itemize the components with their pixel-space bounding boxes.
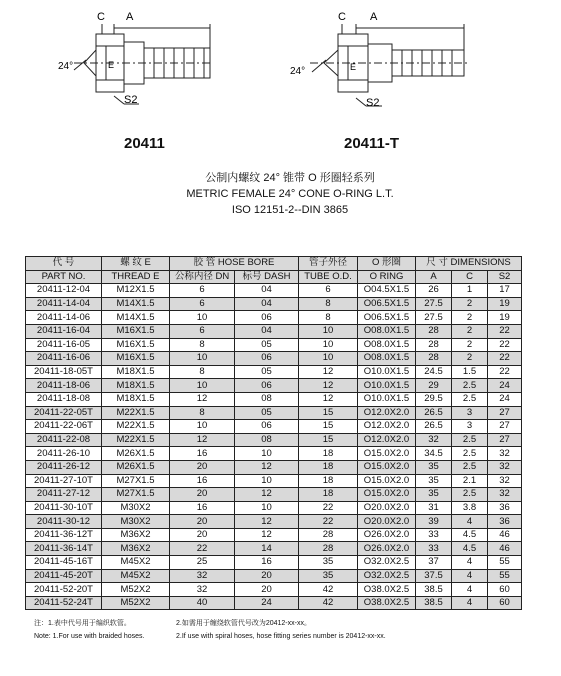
fitting-drawing-20411 bbox=[44, 0, 214, 128]
cell-dim-a: 28 bbox=[416, 338, 452, 352]
cell-tube-od: 10 bbox=[299, 352, 358, 366]
cell-dn: 32 bbox=[170, 583, 235, 597]
cell-o-ring: O15.0X2.0 bbox=[358, 488, 416, 502]
cell-thread: M36X2 bbox=[102, 528, 170, 542]
cell-part-no: 20411-27-10T bbox=[26, 474, 102, 488]
cell-dn: 20 bbox=[170, 515, 235, 529]
cell-dim-c: 2 bbox=[452, 297, 488, 311]
table-row bbox=[26, 447, 522, 461]
cell-o-ring: O12.0X2.0 bbox=[358, 420, 416, 434]
cell-o-ring: O20.0X2.0 bbox=[358, 515, 416, 529]
cell-dn: 12 bbox=[170, 433, 235, 447]
cell-dim-a: 38.5 bbox=[416, 596, 452, 610]
table-row bbox=[26, 596, 522, 610]
cell-dim-s2: 22 bbox=[488, 338, 522, 352]
cell-dim-c: 2.1 bbox=[452, 474, 488, 488]
cell-dim-a: 26 bbox=[416, 284, 452, 298]
cell-thread: M52X2 bbox=[102, 596, 170, 610]
cell-dash: 10 bbox=[235, 447, 299, 461]
table-row bbox=[26, 324, 522, 338]
cell-dash: 10 bbox=[235, 501, 299, 515]
table-row bbox=[26, 433, 522, 447]
header-row-2 bbox=[26, 270, 522, 284]
header-row-1 bbox=[26, 257, 522, 271]
col-header-s2: S2 bbox=[488, 270, 522, 284]
cell-tube-od: 15 bbox=[299, 420, 358, 434]
cell-part-no: 20411-45-16T bbox=[26, 556, 102, 570]
label-e: E bbox=[108, 60, 115, 70]
col-header-o-ring: O RING bbox=[358, 270, 416, 284]
cell-dim-a: 24.5 bbox=[416, 365, 452, 379]
cell-tube-od: 15 bbox=[299, 433, 358, 447]
cell-dn: 40 bbox=[170, 596, 235, 610]
cell-part-no: 20411-22-05T bbox=[26, 406, 102, 420]
cell-thread: M14X1.5 bbox=[102, 311, 170, 325]
cell-dim-s2: 19 bbox=[488, 311, 522, 325]
cell-dash: 05 bbox=[235, 365, 299, 379]
note-cn-1: 注：1.表中代号用于编织软管。 bbox=[34, 620, 131, 627]
cell-thread: M22X1.5 bbox=[102, 420, 170, 434]
label-angle: 24° bbox=[58, 61, 74, 72]
cell-dn: 16 bbox=[170, 474, 235, 488]
cell-o-ring: O38.0X2.5 bbox=[358, 583, 416, 597]
cell-dim-c: 2.5 bbox=[452, 447, 488, 461]
cell-tube-od: 6 bbox=[299, 284, 358, 298]
cell-tube-od: 18 bbox=[299, 474, 358, 488]
col-header-dn: 公称内径 DN bbox=[170, 270, 235, 284]
cell-dn: 6 bbox=[170, 324, 235, 338]
col-header-thread-cn: 螺 纹 E bbox=[102, 257, 170, 271]
cell-dn: 6 bbox=[170, 284, 235, 298]
note-en-1: Note: 1.For use with braided hoses. bbox=[34, 633, 145, 640]
cell-dn: 10 bbox=[170, 420, 235, 434]
col-header-dash: 标号 DASH bbox=[235, 270, 299, 284]
cell-dim-c: 2.5 bbox=[452, 392, 488, 406]
label-angle: 24° bbox=[290, 66, 306, 77]
cell-tube-od: 10 bbox=[299, 338, 358, 352]
cell-dim-s2: 55 bbox=[488, 569, 522, 583]
cell-o-ring: O12.0X2.0 bbox=[358, 406, 416, 420]
cell-dim-a: 32 bbox=[416, 433, 452, 447]
cell-o-ring: O26.0X2.0 bbox=[358, 528, 416, 542]
cell-tube-od: 12 bbox=[299, 365, 358, 379]
cell-part-no: 20411-22-08 bbox=[26, 433, 102, 447]
cell-dash: 14 bbox=[235, 542, 299, 556]
cell-tube-od: 22 bbox=[299, 515, 358, 529]
cell-dim-a: 26.5 bbox=[416, 420, 452, 434]
cell-dim-s2: 27 bbox=[488, 420, 522, 434]
cell-thread: M27X1.5 bbox=[102, 474, 170, 488]
cell-dim-a: 28 bbox=[416, 352, 452, 366]
cell-dim-s2: 24 bbox=[488, 379, 522, 393]
cell-tube-od: 18 bbox=[299, 460, 358, 474]
table-row bbox=[26, 338, 522, 352]
col-header-tube-od: TUBE O.D. bbox=[299, 270, 358, 284]
cell-part-no: 20411-52-24T bbox=[26, 596, 102, 610]
cell-dn: 22 bbox=[170, 542, 235, 556]
cell-o-ring: O10.0X1.5 bbox=[358, 365, 416, 379]
cell-thread: M16X1.5 bbox=[102, 352, 170, 366]
cell-dim-c: 3 bbox=[452, 420, 488, 434]
table-row bbox=[26, 569, 522, 583]
cell-part-no: 20411-27-12 bbox=[26, 488, 102, 502]
col-header-o-ring-cn: O 形圈 bbox=[358, 257, 416, 271]
cell-dim-a: 35 bbox=[416, 460, 452, 474]
cell-dim-s2: 60 bbox=[488, 596, 522, 610]
cell-dim-a: 38.5 bbox=[416, 583, 452, 597]
cell-tube-od: 18 bbox=[299, 447, 358, 461]
cell-dn: 8 bbox=[170, 365, 235, 379]
cell-dim-s2: 46 bbox=[488, 528, 522, 542]
cell-thread: M30X2 bbox=[102, 515, 170, 529]
cell-o-ring: O04.5X1.5 bbox=[358, 284, 416, 298]
label-a: A bbox=[126, 11, 134, 23]
cell-tube-od: 10 bbox=[299, 324, 358, 338]
cell-part-no: 20411-18-06 bbox=[26, 379, 102, 393]
cell-dim-c: 4.5 bbox=[452, 528, 488, 542]
label-c: C bbox=[97, 11, 105, 23]
cell-dash: 20 bbox=[235, 583, 299, 597]
cell-tube-od: 18 bbox=[299, 488, 358, 502]
table-row bbox=[26, 420, 522, 434]
cell-dash: 05 bbox=[235, 338, 299, 352]
cell-part-no: 20411-26-10 bbox=[26, 447, 102, 461]
cell-dash: 16 bbox=[235, 556, 299, 570]
series-standard: ISO 12151-2--DIN 3865 bbox=[231, 204, 349, 216]
cell-dash: 05 bbox=[235, 406, 299, 420]
table-row bbox=[26, 406, 522, 420]
cell-thread: M18X1.5 bbox=[102, 365, 170, 379]
cell-dim-c: 4.5 bbox=[452, 542, 488, 556]
cell-dash: 12 bbox=[235, 528, 299, 542]
cell-o-ring: O26.0X2.0 bbox=[358, 542, 416, 556]
cell-dim-s2: 19 bbox=[488, 297, 522, 311]
cell-dim-c: 2 bbox=[452, 338, 488, 352]
cell-part-no: 20411-36-12T bbox=[26, 528, 102, 542]
cell-o-ring: O08.0X1.5 bbox=[358, 324, 416, 338]
col-header-tube-od-cn: 管子外径 bbox=[299, 257, 358, 271]
cell-dim-s2: 24 bbox=[488, 392, 522, 406]
col-header-hose-bore: 胶 管 HOSE BORE bbox=[170, 257, 299, 271]
cell-dn: 20 bbox=[170, 488, 235, 502]
cell-dim-s2: 32 bbox=[488, 460, 522, 474]
cell-o-ring: O32.0X2.5 bbox=[358, 556, 416, 570]
cell-dn: 10 bbox=[170, 352, 235, 366]
cell-tube-od: 42 bbox=[299, 596, 358, 610]
cell-o-ring: O06.5X1.5 bbox=[358, 311, 416, 325]
cell-dim-a: 29 bbox=[416, 379, 452, 393]
cell-dim-c: 4 bbox=[452, 556, 488, 570]
fitting-drawing-20411-t bbox=[280, 0, 480, 128]
cell-thread: M22X1.5 bbox=[102, 433, 170, 447]
cell-dim-s2: 22 bbox=[488, 365, 522, 379]
cell-dim-s2: 22 bbox=[488, 352, 522, 366]
cell-dn: 32 bbox=[170, 569, 235, 583]
cell-tube-od: 22 bbox=[299, 501, 358, 515]
cell-o-ring: O08.0X1.5 bbox=[358, 338, 416, 352]
cell-tube-od: 12 bbox=[299, 392, 358, 406]
series-title-en: METRIC FEMALE 24° CONE O-RING L.T. bbox=[186, 188, 394, 200]
col-header-a: A bbox=[416, 270, 452, 284]
cell-dash: 04 bbox=[235, 324, 299, 338]
table-row bbox=[26, 365, 522, 379]
table-row bbox=[26, 528, 522, 542]
cell-thread: M12X1.5 bbox=[102, 284, 170, 298]
cell-tube-od: 35 bbox=[299, 556, 358, 570]
cell-dim-s2: 32 bbox=[488, 447, 522, 461]
cell-dim-a: 34.5 bbox=[416, 447, 452, 461]
cell-o-ring: O38.0X2.5 bbox=[358, 596, 416, 610]
table-row bbox=[26, 515, 522, 529]
cell-dim-s2: 46 bbox=[488, 542, 522, 556]
table-row bbox=[26, 556, 522, 570]
cell-dim-a: 31 bbox=[416, 501, 452, 515]
cell-tube-od: 42 bbox=[299, 583, 358, 597]
series-title-block bbox=[0, 170, 561, 218]
cell-dim-s2: 55 bbox=[488, 556, 522, 570]
cell-dim-s2: 60 bbox=[488, 583, 522, 597]
table-row bbox=[26, 488, 522, 502]
label-c: C bbox=[338, 11, 346, 23]
cell-dim-a: 39 bbox=[416, 515, 452, 529]
cell-thread: M18X1.5 bbox=[102, 392, 170, 406]
cell-part-no: 20411-52-20T bbox=[26, 583, 102, 597]
label-s2: S2 bbox=[366, 97, 380, 109]
cell-dash: 06 bbox=[235, 352, 299, 366]
cell-dim-c: 4 bbox=[452, 569, 488, 583]
cell-dash: 10 bbox=[235, 474, 299, 488]
cell-dim-s2: 36 bbox=[488, 501, 522, 515]
cell-dim-s2: 32 bbox=[488, 488, 522, 502]
cell-dim-c: 2.5 bbox=[452, 488, 488, 502]
cell-tube-od: 28 bbox=[299, 542, 358, 556]
col-header-part-no: PART NO. bbox=[26, 270, 102, 284]
cell-thread: M18X1.5 bbox=[102, 379, 170, 393]
cell-dim-c: 3.8 bbox=[452, 501, 488, 515]
table-row bbox=[26, 542, 522, 556]
cell-part-no: 20411-16-04 bbox=[26, 324, 102, 338]
cell-dn: 25 bbox=[170, 556, 235, 570]
cell-dash: 06 bbox=[235, 420, 299, 434]
cell-thread: M14X1.5 bbox=[102, 297, 170, 311]
cell-dn: 12 bbox=[170, 392, 235, 406]
cell-thread: M27X1.5 bbox=[102, 488, 170, 502]
cell-part-no: 20411-18-08 bbox=[26, 392, 102, 406]
part-code-right: 20411-T bbox=[344, 135, 400, 152]
cell-dim-c: 4 bbox=[452, 596, 488, 610]
cell-dn: 16 bbox=[170, 501, 235, 515]
cell-thread: M22X1.5 bbox=[102, 406, 170, 420]
table-row bbox=[26, 297, 522, 311]
cell-dim-a: 27.5 bbox=[416, 311, 452, 325]
dimensions-table bbox=[25, 256, 522, 610]
cell-dn: 10 bbox=[170, 379, 235, 393]
cell-dim-s2: 32 bbox=[488, 474, 522, 488]
cell-dim-c: 4 bbox=[452, 515, 488, 529]
cell-thread: M45X2 bbox=[102, 556, 170, 570]
cell-dn: 20 bbox=[170, 460, 235, 474]
cell-tube-od: 28 bbox=[299, 528, 358, 542]
note-en-2: 2.If use with spiral hoses, hose fitting series number is 20412-xx-xx. bbox=[176, 633, 386, 640]
cell-dim-s2: 36 bbox=[488, 515, 522, 529]
table-row bbox=[26, 583, 522, 597]
label-e: E bbox=[350, 62, 357, 72]
cell-dim-a: 28 bbox=[416, 324, 452, 338]
cell-tube-od: 8 bbox=[299, 311, 358, 325]
cell-dash: 08 bbox=[235, 392, 299, 406]
cell-part-no: 20411-14-06 bbox=[26, 311, 102, 325]
table-row bbox=[26, 474, 522, 488]
cell-dn: 8 bbox=[170, 406, 235, 420]
cell-thread: M16X1.5 bbox=[102, 324, 170, 338]
cell-thread: M52X2 bbox=[102, 583, 170, 597]
cell-thread: M45X2 bbox=[102, 569, 170, 583]
cell-dn: 10 bbox=[170, 311, 235, 325]
table-row bbox=[26, 352, 522, 366]
cell-dim-a: 33 bbox=[416, 528, 452, 542]
cell-dim-c: 2 bbox=[452, 324, 488, 338]
cell-o-ring: O06.5X1.5 bbox=[358, 297, 416, 311]
col-header-c: C bbox=[452, 270, 488, 284]
table-row bbox=[26, 284, 522, 298]
col-header-dimensions: 尺 寸 DIMENSIONS bbox=[416, 257, 522, 271]
part-code-left: 20411 bbox=[124, 135, 165, 152]
col-header-part-no-cn: 代 号 bbox=[26, 257, 102, 271]
cell-dim-a: 26.5 bbox=[416, 406, 452, 420]
cell-dim-c: 2.5 bbox=[452, 379, 488, 393]
cell-dim-c: 2 bbox=[452, 311, 488, 325]
notes bbox=[34, 617, 534, 643]
cell-dim-a: 33 bbox=[416, 542, 452, 556]
cell-dash: 12 bbox=[235, 460, 299, 474]
cell-dash: 20 bbox=[235, 569, 299, 583]
series-title-cn: 公制内螺纹 24° 锥带 O 形圈轻系列 bbox=[205, 172, 375, 184]
cell-dash: 06 bbox=[235, 311, 299, 325]
cell-o-ring: O15.0X2.0 bbox=[358, 447, 416, 461]
cell-part-no: 20411-26-12 bbox=[26, 460, 102, 474]
cell-dim-a: 37.5 bbox=[416, 569, 452, 583]
table-row bbox=[26, 501, 522, 515]
cell-dim-s2: 22 bbox=[488, 324, 522, 338]
cell-dash: 12 bbox=[235, 488, 299, 502]
cell-dim-c: 2.5 bbox=[452, 433, 488, 447]
cell-part-no: 20411-12-04 bbox=[26, 284, 102, 298]
cell-dash: 24 bbox=[235, 596, 299, 610]
cell-dim-c: 1 bbox=[452, 284, 488, 298]
cell-dn: 6 bbox=[170, 297, 235, 311]
cell-thread: M16X1.5 bbox=[102, 338, 170, 352]
col-header-thread: THREAD E bbox=[102, 270, 170, 284]
cell-thread: M30X2 bbox=[102, 501, 170, 515]
cell-dim-s2: 27 bbox=[488, 406, 522, 420]
cell-dn: 16 bbox=[170, 447, 235, 461]
cell-dash: 04 bbox=[235, 284, 299, 298]
cell-part-no: 20411-18-05T bbox=[26, 365, 102, 379]
cell-thread: M36X2 bbox=[102, 542, 170, 556]
cell-dim-c: 3 bbox=[452, 406, 488, 420]
label-s2: S2 bbox=[124, 94, 138, 106]
cell-o-ring: O12.0X2.0 bbox=[358, 433, 416, 447]
note-cn-2: 2.如需用于缠绕软管代号改为20412-xx-xx。 bbox=[176, 620, 311, 627]
cell-dim-a: 35 bbox=[416, 488, 452, 502]
cell-o-ring: O32.0X2.5 bbox=[358, 569, 416, 583]
cell-dash: 06 bbox=[235, 379, 299, 393]
cell-dn: 20 bbox=[170, 528, 235, 542]
cell-tube-od: 35 bbox=[299, 569, 358, 583]
cell-dim-c: 2 bbox=[452, 352, 488, 366]
table-row bbox=[26, 311, 522, 325]
cell-part-no: 20411-22-06T bbox=[26, 420, 102, 434]
cell-dash: 12 bbox=[235, 515, 299, 529]
cell-dash: 04 bbox=[235, 297, 299, 311]
cell-dim-c: 1.5 bbox=[452, 365, 488, 379]
cell-part-no: 20411-16-06 bbox=[26, 352, 102, 366]
cell-dim-a: 37 bbox=[416, 556, 452, 570]
cell-tube-od: 8 bbox=[299, 297, 358, 311]
cell-o-ring: O10.0X1.5 bbox=[358, 392, 416, 406]
cell-dn: 8 bbox=[170, 338, 235, 352]
cell-dim-c: 4 bbox=[452, 583, 488, 597]
cell-dash: 08 bbox=[235, 433, 299, 447]
table-row bbox=[26, 379, 522, 393]
label-a: A bbox=[370, 11, 378, 23]
cell-part-no: 20411-16-05 bbox=[26, 338, 102, 352]
cell-dim-a: 35 bbox=[416, 474, 452, 488]
cell-o-ring: O15.0X2.0 bbox=[358, 474, 416, 488]
cell-part-no: 20411-45-20T bbox=[26, 569, 102, 583]
cell-dim-a: 27.5 bbox=[416, 297, 452, 311]
cell-tube-od: 15 bbox=[299, 406, 358, 420]
cell-tube-od: 12 bbox=[299, 379, 358, 393]
cell-o-ring: O20.0X2.0 bbox=[358, 501, 416, 515]
cell-part-no: 20411-14-04 bbox=[26, 297, 102, 311]
table-row bbox=[26, 460, 522, 474]
cell-o-ring: O10.0X1.5 bbox=[358, 379, 416, 393]
cell-dim-s2: 17 bbox=[488, 284, 522, 298]
cell-dim-c: 2.5 bbox=[452, 460, 488, 474]
cell-o-ring: O08.0X1.5 bbox=[358, 352, 416, 366]
table-row bbox=[26, 392, 522, 406]
cell-part-no: 20411-36-14T bbox=[26, 542, 102, 556]
cell-dim-a: 29.5 bbox=[416, 392, 452, 406]
cell-part-no: 20411-30-12 bbox=[26, 515, 102, 529]
cell-thread: M26X1.5 bbox=[102, 460, 170, 474]
cell-part-no: 20411-30-10T bbox=[26, 501, 102, 515]
cell-dim-s2: 27 bbox=[488, 433, 522, 447]
cell-o-ring: O15.0X2.0 bbox=[358, 460, 416, 474]
cell-thread: M26X1.5 bbox=[102, 447, 170, 461]
